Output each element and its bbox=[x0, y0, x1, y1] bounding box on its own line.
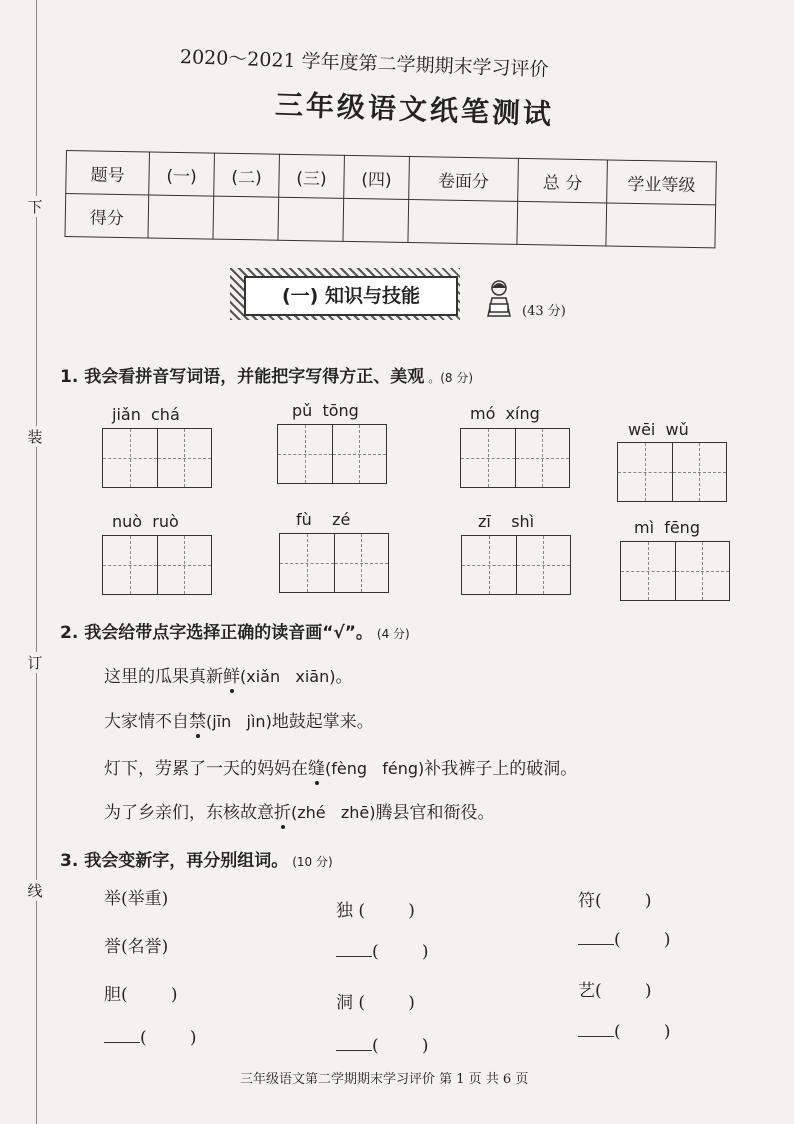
writing-grid[interactable] bbox=[279, 533, 389, 593]
binding-line bbox=[36, 0, 37, 1124]
exam-title: 三年级语文纸笔测试 bbox=[274, 88, 555, 131]
score-header: (二) bbox=[214, 153, 280, 197]
dotted-char: 鲜 bbox=[223, 667, 240, 687]
score-header: 题号 bbox=[66, 151, 150, 195]
question-1-title: 1. 我会看拼音写词语，并能把字写得方正、美观 bbox=[60, 367, 425, 387]
score-table bbox=[64, 150, 716, 248]
writing-grid[interactable] bbox=[277, 424, 387, 484]
question-2 bbox=[60, 618, 410, 643]
pronunciation-options[interactable]: (fèng féng) bbox=[325, 759, 425, 778]
pinyin-label: fù zé bbox=[296, 510, 351, 529]
score-cell[interactable] bbox=[606, 203, 716, 248]
question-2-title: 2. 我会给带点字选择正确的读音画“√”。 bbox=[60, 623, 373, 643]
question-3-points: (10 分) bbox=[292, 855, 333, 869]
dotted-char: 折 bbox=[274, 803, 291, 823]
pinyin-label: pǔ tōng bbox=[292, 401, 359, 420]
answer-blank[interactable] bbox=[578, 1036, 614, 1037]
pronunciation-options[interactable]: (jīn jìn) bbox=[206, 712, 272, 731]
word-item: 誉(名誉) bbox=[104, 937, 169, 957]
question-1-points: 。(8 分) bbox=[428, 371, 474, 385]
score-header: 学业等级 bbox=[607, 160, 717, 205]
word-item: 举(举重) bbox=[104, 889, 169, 909]
word-item[interactable]: ( ) bbox=[578, 930, 671, 950]
score-row-label: 得分 bbox=[65, 194, 149, 238]
pinyin-label: nuò ruò bbox=[112, 512, 179, 531]
dotted-char: 缝 bbox=[308, 759, 325, 779]
score-cell[interactable] bbox=[343, 198, 409, 242]
score-cell[interactable] bbox=[408, 199, 518, 244]
margin-label: 装 bbox=[23, 426, 47, 447]
exam-year: 2020～2021 学年度第二学期期末学习评价 bbox=[179, 46, 549, 81]
page-footer: 三年级语文第二学期期末学习评价 第 1 页 共 6 页 bbox=[240, 1072, 529, 1087]
answer-blank[interactable] bbox=[578, 944, 614, 945]
reading-item: 这里的瓜果真新鲜(xiǎn xiān)。 bbox=[104, 667, 353, 687]
pinyin-label: mó xíng bbox=[470, 404, 540, 423]
pinyin-label: mì fēng bbox=[634, 518, 700, 537]
word-item[interactable]: ( ) bbox=[336, 942, 429, 962]
word-item[interactable]: 胆( ) bbox=[104, 985, 178, 1005]
score-header: (四) bbox=[344, 155, 410, 199]
reading-item: 灯下，劳累了一天的妈妈在缝(fèng féng)补我裤子上的破洞。 bbox=[104, 759, 578, 779]
score-cell[interactable] bbox=[213, 196, 279, 240]
score-header: (三) bbox=[279, 154, 345, 198]
question-2-points: (4 分) bbox=[376, 627, 410, 641]
score-cell[interactable] bbox=[278, 197, 344, 241]
question-3-title: 3. 我会变新字，再分别组词。 bbox=[60, 851, 289, 871]
reading-item: 为了乡亲们，东核故意折(zhé zhē)腾县官和衙役。 bbox=[104, 803, 495, 823]
pinyin-label: wēi wǔ bbox=[628, 420, 689, 439]
word-item[interactable]: ( ) bbox=[578, 1022, 671, 1042]
section-title: (一) 知识与技能 bbox=[244, 276, 458, 316]
writing-grid[interactable] bbox=[620, 541, 730, 601]
section-points: (43 分) bbox=[522, 304, 566, 319]
answer-blank[interactable] bbox=[104, 1042, 140, 1043]
answer-blank[interactable] bbox=[336, 1050, 372, 1051]
pronunciation-options[interactable]: (xiǎn xiān) bbox=[240, 667, 336, 686]
score-cell[interactable] bbox=[517, 201, 607, 246]
writing-grid[interactable] bbox=[461, 535, 571, 595]
section-banner bbox=[230, 268, 470, 320]
writing-grid[interactable] bbox=[460, 428, 570, 488]
word-item[interactable]: 艺( ) bbox=[578, 981, 652, 1001]
writing-grid[interactable] bbox=[617, 442, 727, 502]
score-header: 总 分 bbox=[518, 158, 608, 203]
margin-label: 线 bbox=[23, 880, 47, 901]
question-1 bbox=[60, 362, 473, 387]
writing-grid[interactable] bbox=[102, 428, 212, 488]
writing-grid[interactable] bbox=[102, 535, 212, 595]
dotted-char: 禁 bbox=[189, 712, 206, 732]
reading-girl-icon bbox=[482, 278, 516, 318]
reading-item: 大家情不自禁(jīn jìn)地鼓起掌来。 bbox=[104, 712, 374, 732]
margin-label: 订 bbox=[23, 652, 47, 673]
word-item[interactable]: 独 ( ) bbox=[336, 901, 415, 921]
word-item[interactable]: 洞 ( ) bbox=[336, 993, 415, 1013]
answer-blank[interactable] bbox=[336, 956, 372, 957]
word-item[interactable]: ( ) bbox=[336, 1036, 429, 1056]
margin-label: 下 bbox=[23, 196, 47, 217]
word-item[interactable]: 符( ) bbox=[578, 891, 652, 911]
score-header: 卷面分 bbox=[409, 156, 519, 201]
score-header: (一) bbox=[149, 152, 215, 196]
score-cell[interactable] bbox=[148, 195, 214, 239]
question-3 bbox=[60, 846, 333, 871]
word-item[interactable]: ( ) bbox=[104, 1028, 197, 1048]
pronunciation-options[interactable]: (zhé zhē) bbox=[291, 803, 376, 822]
pinyin-label: jiǎn chá bbox=[112, 405, 180, 424]
pinyin-label: zī shì bbox=[478, 512, 535, 531]
